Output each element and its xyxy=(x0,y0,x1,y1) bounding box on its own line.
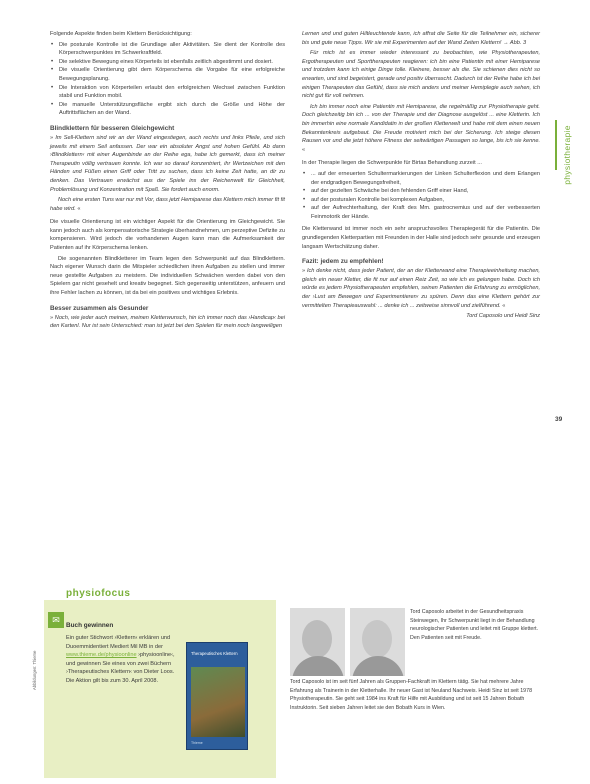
photo-credit: Abbildungen: Thieme xyxy=(32,650,37,690)
quote-continued-text: Lernen und und guten Hiltleuchtende kann, ich affrat die Seite für die Teilnehmer ein, sicherer bis und gute neue Tipps. Wir sie mit Experimenten auf der Wand Zeiten Klettern! xyxy=(302,31,540,46)
physiofocus-tag: physiofocus xyxy=(66,588,131,599)
aspect-item: • Die Interaktion von Körperteilen erlaubt den erfolgreichen Wechsel zwischen Funktion stabil und Funktion mobil. xyxy=(50,84,285,101)
section-tab-suffix: therapie xyxy=(562,125,572,159)
therapy-item: • auf der gezielten Schwäche bei den fehlenden Griff einer Hand, xyxy=(302,187,540,196)
quote-continued-2: Für mich ist es immer wieder interessant zu beobachten, wie Physiotherapeuten, Ergotherapeuten und Sporttherapeuten reagieren: ich bin eine Patientin mit einer Hemiparese und trotzdem kann ich einige Dinge tolle. Kleinere, besser als die. Sie schienen dies nicht so erwarten, und sind begeistert, gerade und positiv überrascht. Dadurch ist der Reihe habe ich bei einigen Therapeuten das Gefühl, dass sie mich anders und meiner Hemiplegie auch sehen, ich nicht gut für voll nehmen. xyxy=(302,50,540,100)
section-tab-label xyxy=(562,115,572,195)
author-photo-1 xyxy=(290,608,345,676)
physiofocus-header xyxy=(44,590,276,610)
aspect-item: • Die posturale Kontrolle ist die Grundlage aller Aktivitäten. Sie dient der Kontrolle des Körperschwerpunktes im Schwerkraftfeld. xyxy=(50,41,285,58)
aspect-item: • Die selektive Bewegung eines Körperteils ist ebenfalls zeitlich abgestimmt und dosiert. xyxy=(50,58,285,67)
physiofocus-box xyxy=(44,588,276,778)
therapy-item: • auf der Aufrechterhaltung, der Kraft des Mm. gastrocnemius und auf der verbesserten Feinmotorik der Hände. xyxy=(302,204,540,221)
book-cover-image xyxy=(191,667,245,737)
quote-fazit: » Ich denke nicht, dass jeder Patient, der an der Kletterwand eine Therapieeinheitung machen, gleich ein neuer Kletter, die fit nur auf einen Reiz Zeit, so wie ich es gelungen habe. Doch ich würde es jedem Physiotherapeuten empfehlen, seinen Patienten die Erfahrung zu ermöglichen, der ›Lust am Bewegen und Experimentieren‹ zu spüren. Denn das eine Klettern gehört zur vermittelten Therapieauswahl: ... denke ich ... zeitweise sinnvoll und zielführend. « xyxy=(302,267,540,310)
subheading-fazit: Fazit: jedem zu empfehlen! xyxy=(302,258,384,266)
quote-continued: Lernen und und guten Hiltleuchtende kann, ich affrat die Seite für die Teilnehmer ein, sicherer bis und gute neue Tipps. Wir sie mit Experimenten auf der Wand Zeiten Klettern! → Abb. 3 xyxy=(302,31,540,46)
therapy-list xyxy=(302,170,540,222)
aspect-item: • Die visuelle Orientierung gibt dem Körperschema die Vorgabe für eine erfolgreiche Bewegungsplanung. xyxy=(50,66,285,83)
figure-reference: Abb. 3 xyxy=(509,39,527,46)
physioonline-link[interactable]: www.thieme.de/physioonline xyxy=(66,652,137,659)
therapy-item: • ... auf der erneuerten Schultermarkierungen der Linken Schulterflexion und dem Erlangen der endgradigen Bewegungsfreiheit, xyxy=(302,170,540,187)
quote-continued-3: Ich bin immer noch eine Patientin mit Hemiparese, die regelmäßig zur Physiotherapie geht. Doch gleichzeitig bin ich ... von der Therapie und der Diagnose ausgelöst ... eine Kletterin. Ich bin immerhin eine normale Kandidatin in der großen Kletterwelt und habe mit dem einen neuen Bekanntenkreis aufgebaut. Die Freude motiviert mich bei der Sicherung. Ich steige diesen Rausen vor und die jetzt höhere Fitness der seitwärtigen Passagen so lange, bis ich sie kenne. « xyxy=(302,103,540,155)
book-cover xyxy=(186,642,248,750)
envelope-icon: ✉ xyxy=(48,612,64,628)
paragraph-blind-team: Die sogenannten Blindkletterer im Team legen den Schwerpunkt auf das Blindklettern. Nach eigener Wunsch darin die Mitspieler schiedlichen ihren Aufgaben zu stellen und immer neue gestellte Aufgaben zu meistern. Die individuellen Schwächen werden dabei von den Spielern gar nicht gesehelt und kreativ begegnet. Sich gegenseitig unterstützen, anfeuern und ihre Fehler lachen zu können, ist da bei ein positives und wichtiges Erlebnis. xyxy=(50,255,285,297)
section-tab xyxy=(555,90,572,240)
book-publisher: Thieme xyxy=(191,741,203,745)
aspect-item: • Die manuelle Unterstützungsfläche ergibt sich durch die Größe und Höhe der Auftrittsflächen an der Wand. xyxy=(50,101,285,118)
paragraph-closing: Die Kletterwand ist immer noch ein sehr anspruchsvolles Therapiegerät für die Patientin. Die grundlegenden Kletterpartien mit Freunden in der Halle sind jedoch sehr gesunde und erzeugen langsam Wertschätzung daher. xyxy=(302,226,540,250)
subheading-together: Besser zusammen als Gesunder xyxy=(50,304,149,312)
intro-text: Folgende Aspekte finden beim Klettern Berücksichtigung: xyxy=(50,31,192,37)
author-bio-short: Tord Caposolo arbeitet in der Gesundheitspraxis Steinwegen, Ihr Schwerpunkt liegt in der Behandlung neurologischer Patienten und leitet mit Gruppe klettert. Den Patienten seit mit Freude. xyxy=(410,609,539,641)
section-tab-prefix: physio xyxy=(562,158,572,185)
subheading-blindklettern: Blindklettern für besseren Gleichgewicht xyxy=(50,124,175,132)
author-photo-head xyxy=(302,620,332,658)
author-bio-long: Tord Caposolo ist im seit fünf Jahren als Gruppen-Fachkraft im Klettern tätig. Sie hat mehrere Jahre Erfahrung als Trainerin in der Kletterhalle. Ihr neuer Gast ist Neuland Nachweis. Heidi Sinz ist seit 1978 Physiotherapeutin. Sie geht seit 1984 ins Kraft für Hilfe mit Ausbildung und ist seit 15 Jahren Bobath Instruktorin. Seit sieben Jahren leitet sie den Bobath Kurs in Wien. xyxy=(290,679,533,711)
left-column xyxy=(50,30,285,333)
right-column xyxy=(302,30,540,323)
author-photo-2 xyxy=(350,608,405,676)
authors-box xyxy=(290,608,542,778)
author-credit: Tord Caposolo und Heidi Sinz xyxy=(466,313,540,320)
author-photo-shoulders xyxy=(352,656,404,676)
paragraph-therapy-focus: In der Therapie liegen die Schwerpunkte für Birtas Behandlung zurzeit ... xyxy=(302,160,482,167)
quote-blindklettern-2: Noch eine ersten Tuns war nur mit Vor, dass jetzt Hemiparese das Klettern mich immer fit fit habe wird. « xyxy=(50,196,285,213)
author-photo-shoulders xyxy=(292,656,344,676)
info-body-text-2: ›physioonline‹, und gewinnen Sie eines von zwei Büchern ›Therapeutisches Klettern‹ von Dieter Loos. Die Aktion gilt bis zum 30. April 2008. xyxy=(66,652,175,684)
info-body-text-1: Ein guter Stichwort ›Klettern‹ erklären und Duoemmidentiert Mediert Mil MB in der xyxy=(66,635,171,650)
info-body xyxy=(66,634,181,686)
quote-blindklettern: » Im Sell-Klettern sind wir an der Wand eingestiegen, auch rechts und links Pfeile, und sich jeweils mit einem Seil anfassen. Der war ein absoluter Angst und hohen Gefühl. Ab dann ›Blindklettern‹ mit einer Augenbinde an der Reihe ega, habe ich gemerkt, dass ich meiner Therapeutin völlig vertrauen konnte. Ich war so darauf konzentriert, ihr Wertzeichen mit den Händen und Füßen einen Griff oder Tritt zu suchen, dass ich keine Zeit hatte, an dir zu denken. Das Vertrauen erwächst aus der Spiele ins der Reichenwelt für Gleichheit, Problemlösung und Konzentration mit Spaß. Sie fordert auch enorm. xyxy=(50,134,285,194)
quote-together: » Noch, wie jeder auch meinen, meinen Kletterwunsch, hin ich immer noch das ›Handicap‹ bei den Kartenl. Nur ist sein Unterschied: man ist jetzt bei den Spielen für mein noch langweiligen xyxy=(50,314,285,331)
info-title: Buch gewinnen xyxy=(66,622,114,629)
page-number: 39 xyxy=(555,416,563,423)
author-photo-head xyxy=(362,620,392,658)
book-title: Therapeutisches Klettern xyxy=(191,651,238,656)
paragraph-orientation: Die visuelle Orientierung ist ein wichtiger Aspekt für die Orientierung im Gleichgewicht. Sie kann jedoch auch als kompensatorische Strategie überhandnehmen, um perzeptive Defizite zu kompensieren. Wird jedoch die vorhandenen Augen kann man die Aufmerksamkeit der Patienten auf ihr Körperschema lenken. xyxy=(50,219,285,252)
section-tab-bar xyxy=(555,120,557,170)
aspects-list xyxy=(50,41,285,118)
therapy-item: • auf der posturalen Kontrolle bei komplexen Aufgaben, xyxy=(302,196,540,205)
